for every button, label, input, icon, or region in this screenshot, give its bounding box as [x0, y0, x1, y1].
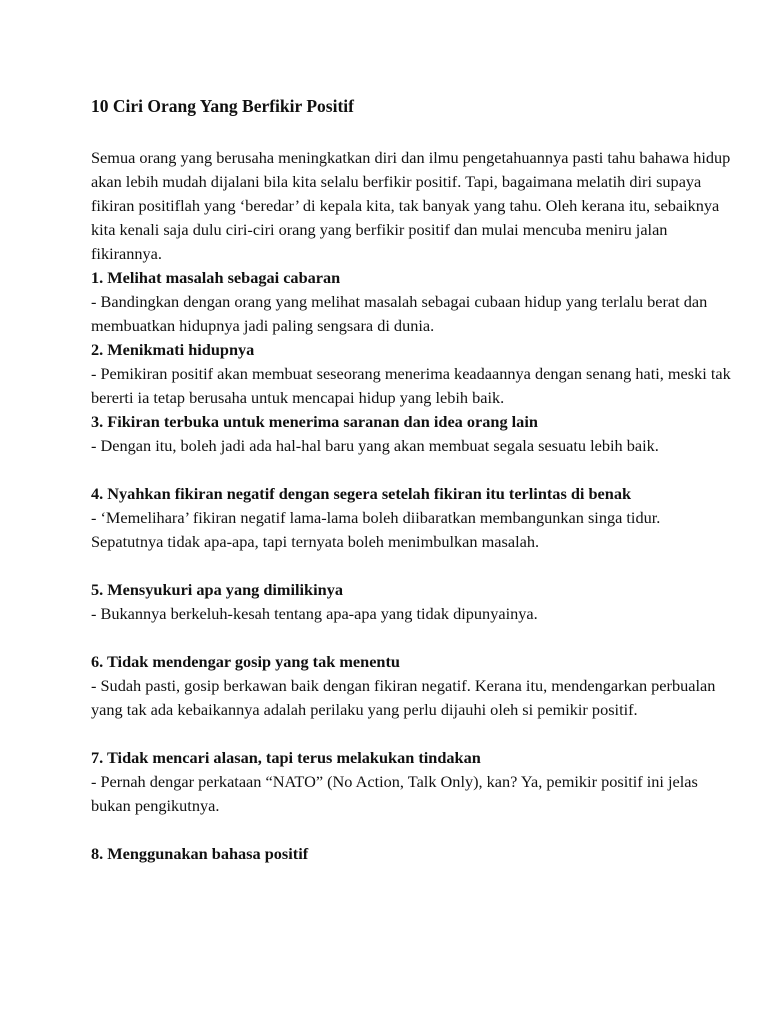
list-item — [91, 482, 731, 554]
list-item — [91, 410, 731, 458]
item-heading: 2. Menikmati hidupnya — [91, 340, 255, 359]
item-heading: 6. Tidak mendengar gosip yang tak menentu — [91, 652, 400, 671]
item-heading: 8. Menggunakan bahasa positif — [91, 844, 309, 863]
list-item — [91, 650, 731, 722]
item-heading: 1. Melihat masalah sebagai cabaran — [91, 268, 341, 287]
paragraph-gap — [91, 554, 731, 578]
paragraph-gap — [91, 458, 731, 482]
list-item — [91, 746, 731, 818]
paragraph-gap — [91, 818, 731, 842]
item-body: - Pemikiran positif akan membuat seseorang menerima keadaannya dengan senang hati, meski tak bererti ia tetap berusaha untuk mencapai hidup yang lebih baik. — [91, 364, 731, 407]
item-body: - Bukannya berkeluh-kesah tentang apa-apa yang tidak dipunyainya. — [91, 604, 538, 623]
item-heading: 3. Fikiran terbuka untuk menerima saranan dan idea orang lain — [91, 412, 538, 431]
paragraph-gap — [91, 722, 731, 746]
item-heading: 7. Tidak mencari alasan, tapi terus melakukan tindakan — [91, 748, 481, 767]
document-title: 10 Ciri Orang Yang Berfikir Positif — [91, 96, 354, 116]
document-content — [91, 94, 731, 866]
list-item — [91, 578, 731, 626]
item-body: - Sudah pasti, gosip berkawan baik dengan fikiran negatif. Kerana itu, mendengarkan perbualan yang tak ada kebaikannya adalah perilaku yang perlu dijauhi oleh si pemikir positif. — [91, 676, 716, 719]
item-body: - ‘Memelihara’ fikiran negatif lama-lama boleh diibaratkan membangunkan singa tidur. Sepatutnya tidak apa-apa, tapi ternyata boleh menimbulkan masalah. — [91, 508, 661, 551]
paragraph-gap — [91, 626, 731, 650]
item-heading: 5. Mensyukuri apa yang dimilikinya — [91, 580, 343, 599]
item-heading: 4. Nyahkan fikiran negatif dengan segera setelah fikiran itu terlintas di benak — [91, 484, 632, 503]
item-list — [91, 266, 731, 866]
list-item — [91, 338, 731, 410]
list-item — [91, 842, 731, 866]
intro-paragraph: Semua orang yang berusaha meningkatkan diri dan ilmu pengetahuannya pasti tahu bahawa hidup akan lebih mudah dijalani bila kita selalu berfikir positif. Tapi, bagaimana melatih diri supaya fikiran positiflah yang ‘beredar’ di kepala kita, tak banyak yang tahu. Oleh kerana itu, sebaiknya kita kenali saja dulu ciri-ciri orang yang berfikir positif dan mulai mencuba meniru jalan fikirannya. — [91, 148, 731, 263]
item-body: - Dengan itu, boleh jadi ada hal-hal baru yang akan membuat segala sesuatu lebih baik. — [91, 436, 659, 455]
list-item — [91, 266, 731, 338]
item-body: - Bandingkan dengan orang yang melihat masalah sebagai cubaan hidup yang terlalu berat dan membuatkan hidupnya jadi paling sengsara di dunia. — [91, 292, 708, 335]
item-body: - Pernah dengar perkataan “NATO” (No Action, Talk Only), kan? Ya, pemikir positif ini jelas bukan pengikutnya. — [91, 772, 698, 815]
